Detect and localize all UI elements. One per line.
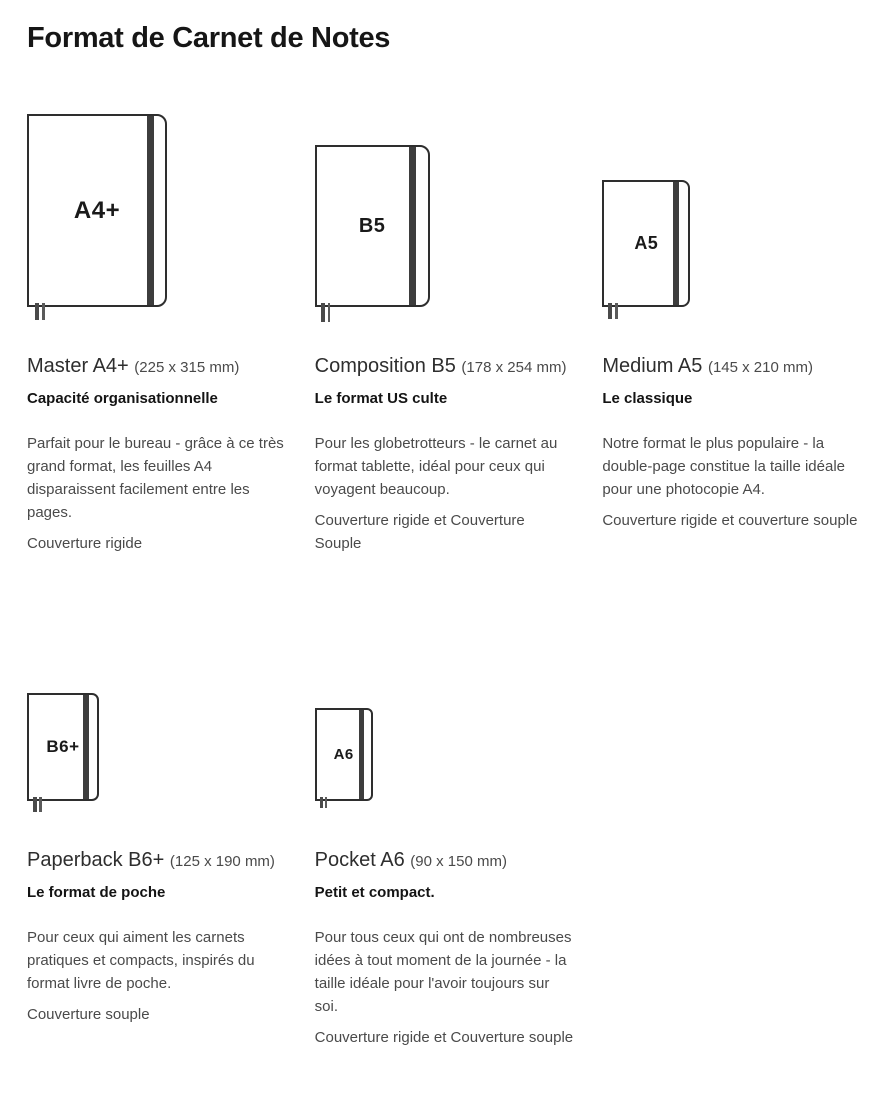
- format-description: Pour les globetrotteurs - le carnet au format tablette, idéal pour ceux qui voyagent beaucoup.: [314, 435, 558, 498]
- notebook-format-label: A6: [333, 746, 354, 763]
- notebook-figure: [27, 114, 288, 307]
- format-card-master-a4plus: [27, 114, 288, 555]
- elastic-band: [359, 710, 364, 799]
- page-title: Format de Carnet de Notes: [27, 22, 391, 54]
- format-dimensions: (125 x 190 mm): [169, 853, 275, 870]
- format-covers: Couverture rigide: [27, 535, 143, 552]
- format-dimensions: (145 x 210 mm): [707, 359, 813, 376]
- notebook-illustration-a6: [315, 708, 373, 801]
- format-tagline: Le classique: [602, 390, 693, 407]
- elastic-band: [673, 182, 679, 305]
- format-covers: Couverture rigide et Couverture Souple: [314, 512, 525, 552]
- format-dimensions: (225 x 315 mm): [134, 359, 240, 376]
- notebook-illustration-b5: [315, 145, 430, 307]
- format-tagline: Capacité organisationnelle: [27, 390, 218, 407]
- elastic-band: [409, 147, 416, 305]
- format-tagline: Le format US culte: [314, 390, 448, 407]
- format-title: [27, 847, 288, 875]
- format-tagline: Petit et compact.: [314, 884, 435, 901]
- format-name: Pocket A6: [314, 849, 405, 871]
- formats-row-2: [27, 693, 863, 1049]
- elastic-band: [147, 116, 154, 305]
- format-name: Paperback B6+: [27, 849, 165, 871]
- notebook-format-label: B6+: [46, 737, 80, 756]
- bookmark-ribbon: [321, 303, 325, 322]
- format-card-composition-b5: [315, 114, 576, 555]
- notebook-figure: [602, 114, 863, 307]
- bookmark-ribbon: [320, 797, 323, 808]
- format-title: [315, 847, 576, 875]
- bookmark-ribbon: [42, 303, 45, 320]
- formats-row-1: [27, 114, 863, 555]
- format-description: Notre format le plus populaire - la double-page constitue la taille idéale pour une photocopie A4.: [602, 435, 846, 498]
- bookmark-ribbon: [608, 303, 612, 319]
- format-card-paperback-b6plus: [27, 693, 288, 1049]
- notebook-figure: [315, 114, 576, 307]
- notebook-figure: [315, 693, 576, 801]
- notebook-format-label: A4+: [73, 196, 121, 224]
- notebook-illustration-a5: [602, 180, 690, 307]
- format-dimensions: (178 x 254 mm): [461, 359, 567, 376]
- notebook-illustration-b6plus: [27, 693, 99, 801]
- format-description: Pour ceux qui aiment les carnets pratiques et compacts, inspirés du format livre de poche.: [27, 929, 255, 992]
- format-name: Medium A5: [602, 355, 703, 377]
- bookmark-ribbon: [39, 797, 42, 812]
- format-covers: Couverture rigide et couverture souple: [602, 512, 858, 529]
- bookmark-ribbon: [325, 797, 327, 808]
- bookmark-ribbon: [35, 303, 39, 320]
- bookmark-ribbon: [328, 303, 331, 322]
- format-card-medium-a5: [602, 114, 863, 555]
- notebook-illustration-a4plus: [27, 114, 167, 307]
- format-title: [27, 353, 288, 381]
- elastic-band: [83, 695, 89, 799]
- format-name: Composition B5: [314, 355, 456, 377]
- format-name: Master A4+: [27, 355, 129, 377]
- bookmark-ribbon: [33, 797, 37, 812]
- notebook-figure: [27, 693, 288, 801]
- format-covers: Couverture souple: [27, 1006, 150, 1023]
- bookmark-ribbon: [615, 303, 618, 319]
- format-tagline: Le format de poche: [27, 884, 166, 901]
- format-title: [315, 353, 576, 381]
- notebook-format-label: B5: [358, 214, 386, 237]
- format-title: [602, 353, 863, 381]
- notebook-format-label: A5: [634, 233, 659, 253]
- format-dimensions: (90 x 150 mm): [410, 853, 507, 870]
- format-covers: Couverture rigide et Couverture souple: [314, 1029, 574, 1046]
- format-description: Pour tous ceux qui ont de nombreuses idées à tout moment de la journée - la taille idéale pour l'avoir toujours sur soi.: [314, 929, 572, 1015]
- empty-grid-cell: [602, 693, 863, 1049]
- format-description: Parfait pour le bureau - grâce à ce très grand format, les feuilles A4 disparaissent facilement entre les pages.: [27, 435, 284, 521]
- format-card-pocket-a6: [315, 693, 576, 1049]
